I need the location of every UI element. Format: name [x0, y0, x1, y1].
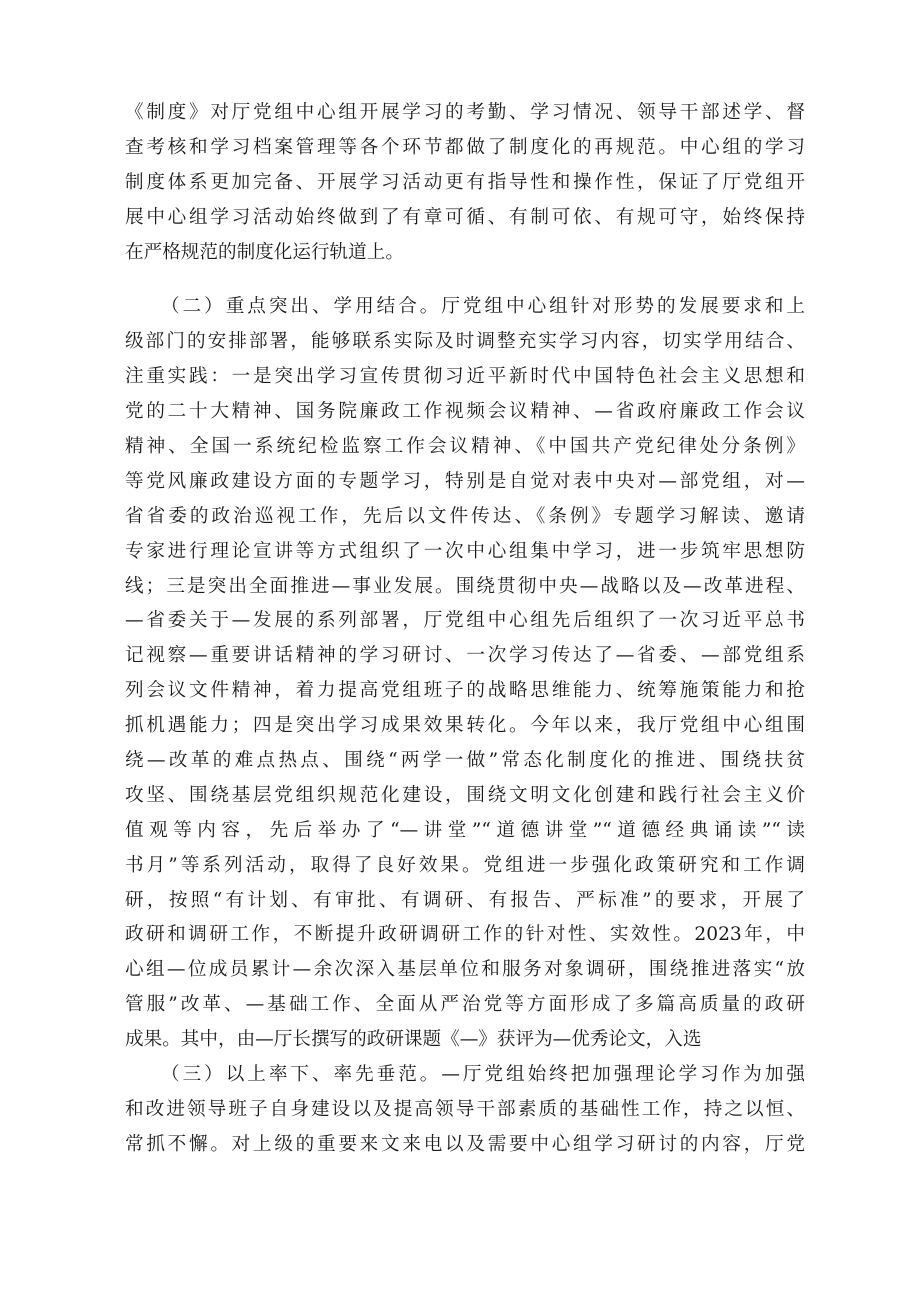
paragraph-2-line-3: 注重实践：一是突出学习宣传贯彻习近平新时代中国特色社会主义思想和: [125, 366, 805, 388]
paragraph-3-line-3: 常抓不懈。对上级的重要来文来电以及需要中心组学习研讨的内容，厅党: [125, 1133, 805, 1155]
paragraph-2-line-20: 心组—位成员累计—余次深入基层单位和服务对象调研，围绕推进落实“放: [125, 959, 805, 981]
paragraph-2-line-21: 管服”改革、—基础工作、全面从严治党等方面形成了多篇高质量的政研: [125, 994, 805, 1016]
paragraph-2-line-18: 研，按照“有计划、有审批、有调研、有报告、严标准”的要求，开展了: [125, 889, 805, 911]
paragraph-2-line-5: 精神、全国一系统纪检监察工作会议精神、《中国共产党纪律处分条例》: [125, 436, 805, 458]
paragraph-2-line-17: 书月”等系列活动，取得了良好效果。党组进一步强化政策研究和工作调: [125, 854, 805, 876]
paragraph-2-line-11: 记视察—重要讲话精神的学习研讨、一次学习传达了—省委、—部党组系: [125, 645, 805, 667]
paragraph-2-line-4: 党的二十大精神、国务院廉政工作视频会议精神、—省政府廉政工作会议: [125, 401, 805, 423]
paragraph-2-line-15: 攻坚、围绕基层党组织规范化建设，围绕文明文化创建和践行社会主义价: [125, 784, 805, 806]
paragraph-2-line-13: 抓机遇能力；四是突出学习成果效果转化。今年以来，我厅党组中心组围: [125, 715, 805, 737]
paragraph-3-line-2: 和改进领导班子自身建设以及提高领导干部素质的基础性工作，持之以恒、: [125, 1098, 805, 1120]
paragraph-2-line-10: —省委关于—发展的系列部署，厅党组中心组先后组织了一次习近平总书: [125, 610, 805, 632]
paragraph-1-line-5: 在严格规范的制度化运行轨道上。: [125, 241, 404, 263]
paragraph-2-line-14: 绕—改革的难点热点、围绕“两学一做”常态化制度化的推进、围绕扶贫: [125, 750, 805, 772]
paragraph-1-line-2: 查考核和学习档案管理等各个环节都做了制度化的再规范。中心组的学习: [125, 136, 805, 158]
paragraph-1-line-1: 《制度》对厅党组中心组开展学习的考勤、学习情况、领导干部述学、督: [125, 102, 805, 123]
paragraph-2-line-6: 等党风廉政建设方面的专题学习，特别是自觉对表中央对—部党组，对—: [125, 470, 805, 492]
paragraph-2-line-16: 值观等内容，先后举办了“—讲堂”“道德讲堂”“道德经典诵读”“读: [125, 819, 805, 841]
paragraph-2-line-2: 级部门的安排部署，能够联系实际及时调整充实学习内容，切实学用结合、: [125, 331, 805, 353]
paragraph-2-line-22: 成果。其中，由—厅长撰写的政研课题《—》获评为—优秀论文，入选: [125, 1029, 702, 1051]
paragraph-2-line-1: （二）重点突出、学用结合。厅党组中心组针对形势的发展要求和上: [161, 296, 805, 318]
paragraph-3-line-1: （三）以上率下、率先垂范。—厅党组始终把加强理论学习作为加强: [161, 1064, 805, 1086]
document-body: [125, 96, 805, 1163]
paragraph-2-line-8: 专家进行理论宣讲等方式组织了一次中心组集中学习，进一步筑牢思想防: [125, 540, 805, 562]
paragraph-2-line-9: 线；三是突出全面推进—事业发展。围绕贯彻中央—战略以及—改革进程、: [125, 575, 805, 597]
paragraph-2-line-12: 列会议文件精神，着力提高党组班子的战略思维能力、统筹施策能力和抢: [125, 680, 805, 702]
paragraph-2-line-7: 省省委的政治巡视工作，先后以文件传达、《条例》专题学习解读、邀请: [125, 505, 805, 527]
paragraph-2-line-19: 政研和调研工作，不断提升政研调研工作的针对性、实效性。2023年，中: [125, 924, 805, 946]
paragraph-1-line-4: 展中心组学习活动始终做到了有章可循、有制可依、有规可守，始终保持: [125, 206, 805, 228]
paragraph-1-line-3: 制度体系更加完备、开展学习活动更有指导性和操作性，保证了厅党组开: [125, 171, 805, 193]
